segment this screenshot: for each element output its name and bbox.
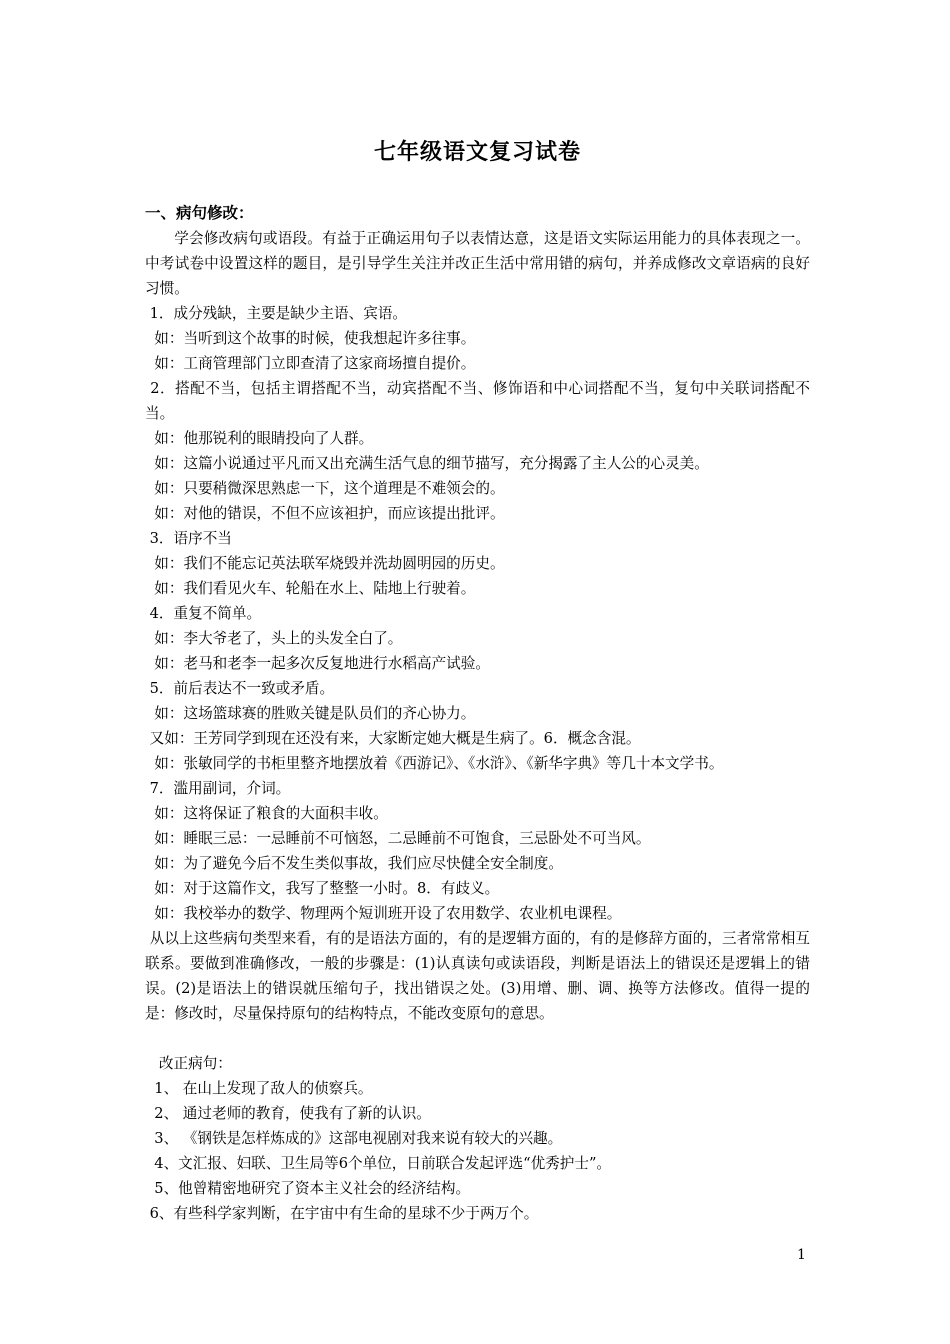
list-item: 如：这篇小说通过平凡而又出充满生活气息的细节描写，充分揭露了主人公的心灵美。 [145, 455, 709, 472]
exercise-item: 1、 在山上发现了敌人的侦察兵。 [145, 1080, 373, 1097]
list-item: 如：为了避免今后不发生类似事故，我们应尽快健全安全制度。 [145, 855, 563, 872]
list-item: 如：工商管理部门立即查清了这家商场擅自提价。 [145, 355, 476, 372]
exercise-item: 4、文汇报、妇联、卫生局等6个单位，日前联合发起评选“优秀护士”。 [145, 1155, 611, 1172]
list-item: 如：李大爷老了，头上的头发全白了。 [145, 630, 403, 647]
page-title: 七年级语文复习试卷 [373, 139, 581, 165]
error-type-list [145, 301, 810, 1026]
list-item: 如：当听到这个故事的时候，使我想起许多往事。 [145, 330, 476, 347]
list-item: 如：张敏同学的书柜里整齐地摆放着《西游记》、《水浒》、《新华字典》等几十本文学书。 [145, 755, 724, 772]
list-item: 5．前后表达不一致或矛盾。 [145, 680, 335, 697]
list-item: 如：睡眠三忌：一忌睡前不可恼怒，二忌睡前不可饱食，三忌卧处不可当风。 [145, 830, 651, 847]
list-item: 如：我们不能忘记英法联军烧毁并洗劫圆明园的历史。 [145, 555, 505, 572]
exercise-item: 2、 通过老师的教育，使我有了新的认识。 [145, 1105, 431, 1122]
list-item: 如：我们看见火车、轮船在水上、陆地上行驶着。 [145, 580, 476, 597]
list-item: 如：对于这篇作文，我写了整整一小时。8．有歧义。 [145, 880, 500, 897]
list-item: 如：对他的错误，不但不应该袒护，而应该提出批评。 [145, 505, 505, 522]
page-number: 1 [797, 1247, 806, 1263]
list-item: 如：他那锐利的眼睛投向了人群。 [145, 430, 374, 447]
exercise-item: 3、 《钢铁是怎样炼成的》这部电视剧对我来说有较大的兴趣。 [145, 1130, 563, 1147]
document-page [145, 0, 810, 1344]
list-item: 如：只要稍微深思熟虑一下，这个道理是不难领会的。 [145, 480, 505, 497]
list-item: 如：我校举办的数学、物理两个短训班开设了农用数学、农业机电课程。 [145, 905, 622, 922]
exercise-heading: 改正病句： [145, 1055, 232, 1072]
list-item: 如：这场篮球赛的胜败关键是队员们的齐心协力。 [145, 705, 476, 722]
document-body [145, 226, 810, 1226]
list-item: 3．语序不当 [145, 530, 232, 547]
list-item: 1．成分残缺，主要是缺少主语、宾语。 [145, 305, 408, 322]
exercise-list [145, 1076, 810, 1226]
list-item: 又如：王芳同学到现在还没有来，大家断定她大概是生病了。6．概念含混。 [145, 730, 641, 747]
list-item: 如：这将保证了粮食的大面积丰收。 [145, 805, 388, 822]
exercise-item: 5、他曾精密地研究了资本主义社会的经济结构。 [145, 1180, 471, 1197]
list-item: 从以上这些病句类型来看，有的是语法方面的，有的是逻辑方面的，有的是修辞方面的，三者常常相互联系。要做到准确修改，一般的步骤是：(1)认真读句或读语段，判断是语法上的错误还是逻辑上的错误。(2)是语法上的错误就压缩句子，找出错误之处。(3)用增、删、调、换等方法修改。值得一提的是：修改时，尽量保持原句的结构特点，不能改变原句的意思。 [145, 930, 811, 1022]
intro-paragraph: 学会修改病句或语段。有益于正确运用句子以表情达意，这是语文实际运用能力的具体表现之一。中考试卷中设置这样的题目，是引导学生关注并改正生活中常用错的病句，并养成修改文章语病的良好习惯。 [145, 230, 810, 297]
list-item: 7．滥用副词，介词。 [145, 780, 291, 797]
list-item: 2．搭配不当，包括主谓搭配不当，动宾搭配不当、修饰语和中心词搭配不当，复句中关联词搭配不当。 [145, 380, 811, 422]
list-item: 4．重复不简单。 [145, 605, 262, 622]
section-heading: 一、病句修改： [145, 203, 254, 222]
spacer [145, 1026, 810, 1051]
list-item: 如：老马和老李一起多次反复地进行水稻高产试验。 [145, 655, 490, 672]
exercise-item: 6、有些科学家判断，在宇宙中有生命的星球不少于两万个。 [145, 1205, 539, 1222]
